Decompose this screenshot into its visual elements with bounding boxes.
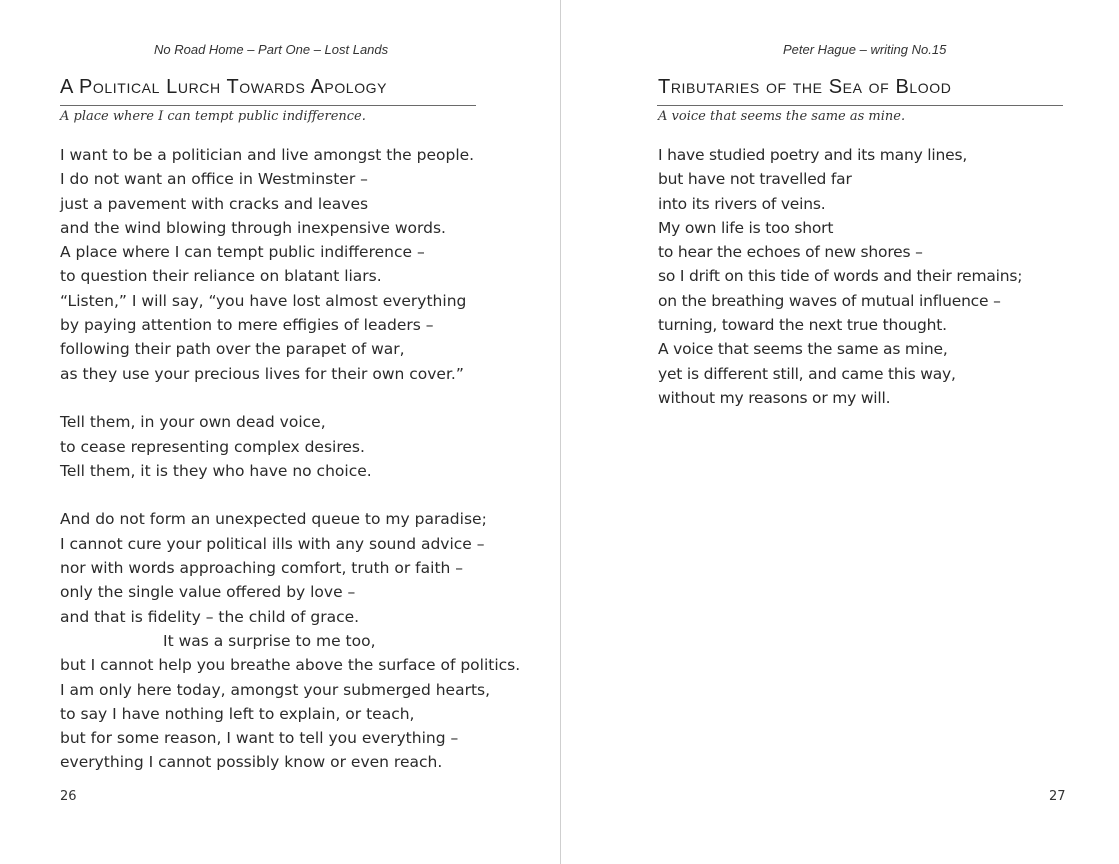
poem-line-indented: It was a surprise to me too, <box>163 631 376 650</box>
title-rule <box>657 105 1063 106</box>
poem-line: to question their reliance on blatant liars. <box>60 267 382 286</box>
poem-line: yet is different still, and came this way, <box>658 364 956 383</box>
poem-line: only the single value offered by love – <box>60 583 356 602</box>
poem-line: on the breathing waves of mutual influence – <box>658 291 1001 310</box>
epigraph: A place where I can tempt public indifference. <box>60 109 366 124</box>
poem-line: I do not want an office in Westminster – <box>60 170 368 189</box>
page-number: 26 <box>60 789 77 804</box>
poem-body <box>60 143 520 775</box>
poem-body <box>658 143 1022 410</box>
poem-line: into its rivers of veins. <box>658 194 826 213</box>
poem-line: but have not travelled far <box>658 170 852 189</box>
poem-line: but for some reason, I want to tell you everything – <box>60 729 459 748</box>
poem-line: by paying attention to mere effigies of leaders – <box>60 316 434 335</box>
poem-line: I cannot cure your political ills with any sound advice – <box>60 534 485 553</box>
right-page <box>561 0 1119 864</box>
poem-line: “Listen,” I will say, “you have lost almost everything <box>60 291 467 310</box>
poem-line: following their path over the parapet of war, <box>60 340 405 359</box>
poem-line: everything I cannot possibly know or even reach. <box>60 753 443 772</box>
running-head: No Road Home – Part One – Lost Lands <box>154 42 389 57</box>
poem-line: and the wind blowing through inexpensive words. <box>60 218 446 237</box>
title-rule <box>60 105 476 106</box>
poem-title: A Political Lurch Towards Apology <box>60 76 388 98</box>
page-number: 27 <box>1049 789 1066 804</box>
poem-line: and that is fidelity – the child of grace. <box>60 607 360 626</box>
poem-line: Tell them, in your own dead voice, <box>60 413 326 432</box>
poem-line: A voice that seems the same as mine, <box>658 340 948 359</box>
poem-line: to say I have nothing left to explain, or teach, <box>60 704 415 723</box>
poem-line: without my reasons or my will. <box>658 388 891 407</box>
running-head: Peter Hague – writing No.15 <box>783 42 947 57</box>
poem-line: I am only here today, amongst your submerged hearts, <box>60 680 491 699</box>
poem-line: turning, toward the next true thought. <box>658 316 947 335</box>
poem-line: as they use your precious lives for their own cover.” <box>60 364 464 383</box>
poem-title: Tributaries of the Sea of Blood <box>658 76 952 98</box>
poem-line: just a pavement with cracks and leaves <box>60 194 369 213</box>
poem-line: to cease representing complex desires. <box>60 437 365 456</box>
epigraph: A voice that seems the same as mine. <box>658 109 906 124</box>
poem-line: A place where I can tempt public indifference – <box>60 243 425 262</box>
poem-line: My own life is too short <box>658 218 834 237</box>
poem-line: so I drift on this tide of words and their remains; <box>658 267 1023 286</box>
poem-line: Tell them, it is they who have no choice. <box>60 461 372 480</box>
poem-line: but I cannot help you breathe above the surface of politics. <box>60 656 521 675</box>
poem-line: And do not form an unexpected queue to my paradise; <box>60 510 487 529</box>
poem-line: to hear the echoes of new shores – <box>658 243 923 262</box>
stanza-break <box>60 483 520 507</box>
poem-line: I have studied poetry and its many lines, <box>658 146 968 164</box>
poem-line: nor with words approaching comfort, truth or faith – <box>60 559 464 578</box>
poem-line: I want to be a politician and live amongst the people. <box>60 146 475 164</box>
stanza-break <box>60 386 520 410</box>
